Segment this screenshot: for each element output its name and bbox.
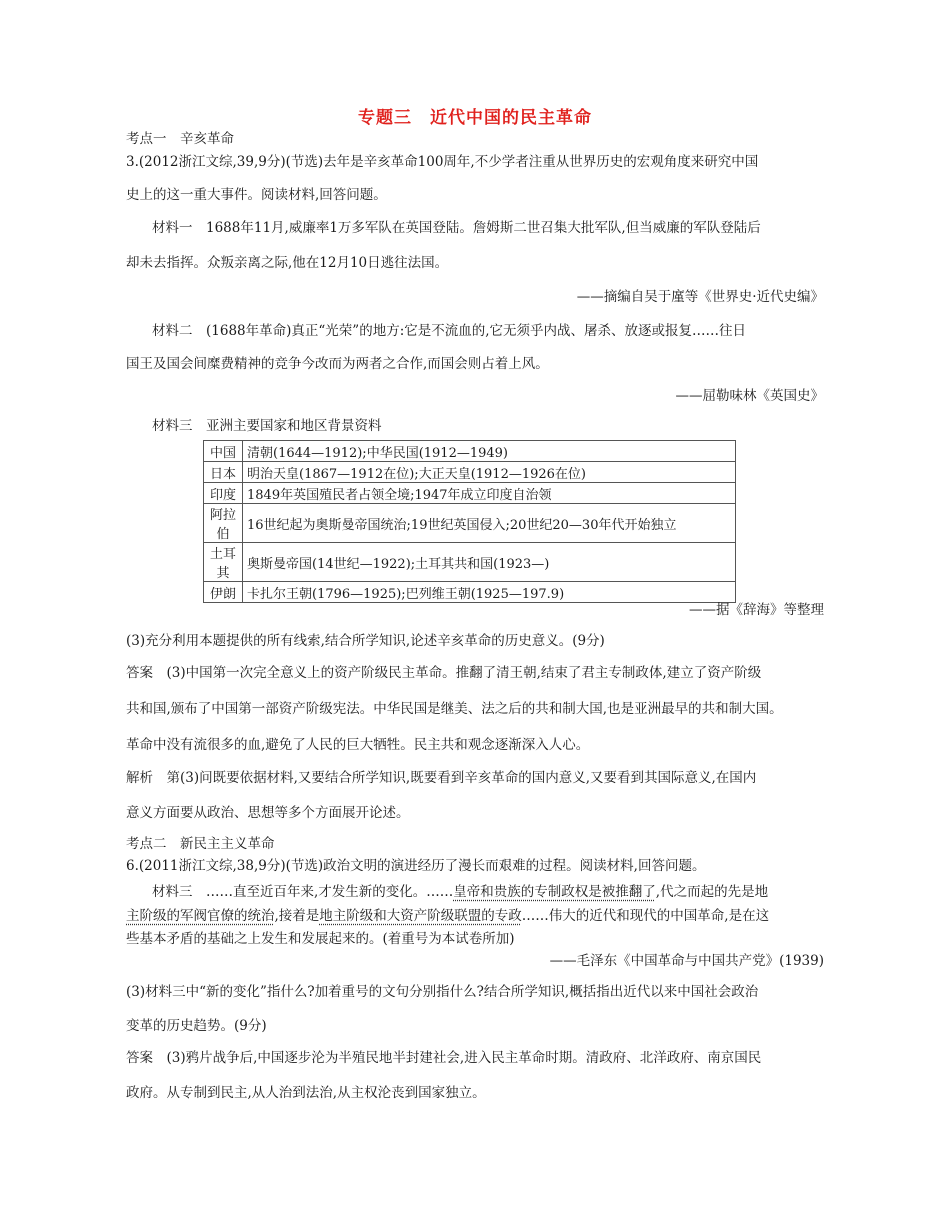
table-cell-country: 印度: [204, 483, 243, 504]
table-cell-country: 日本: [204, 462, 243, 483]
q3-material1-line-1: 材料一 1688年11月,威廉率1万多军队在英国登陆。詹姆斯二世召集大批军队,但当威廉的军队登陆后: [152, 220, 761, 236]
q3-material2-source: ——屈勒味林《英国史》: [675, 388, 824, 404]
background-table: [203, 440, 736, 603]
q3-explanation-line-2: 意义方面要从政治、思想等多个方面展开论述。: [126, 805, 410, 821]
table-row: [204, 504, 736, 543]
section-heading-2: 考点二 新民主主义革命: [126, 836, 275, 852]
q3-intro-line-1: 3.(2012浙江文综,39,9分)(节选)去年是辛亥革命100周年,不少学者注重从世界历史的宏观角度来研究中国: [126, 154, 759, 170]
text-run: ……伟大的近代和现代的中国革命,是在这: [521, 908, 770, 924]
q6-material3-line-3: 些基本矛盾的基础之上发生和发展起来的。(着重号为本试卷所加): [126, 931, 515, 947]
table-cell-info: 奥斯曼帝国(14世纪—1922);土耳其共和国(1923—): [243, 543, 736, 582]
table-row: [204, 462, 736, 483]
emphasized-text: 地主阶级和大资产阶级联盟的专政: [319, 908, 522, 924]
q3-material3-heading: 材料三 亚洲主要国家和地区背景资料: [152, 418, 382, 434]
q3-material1-line-2: 却未去指挥。众叛亲离之际,他在12月10日逃往法国。: [126, 255, 449, 271]
q3-material2-line-1: 材料二 (1688年革命)真正“光荣”的地方:它是不流血的,它无须乎内战、屠杀、放逐或报复……往日: [152, 323, 747, 339]
table-row: [204, 543, 736, 582]
table-cell-info: 1849年英国殖民者占领全境;1947年成立印度自治领: [243, 483, 736, 504]
text-run: ,接着是: [274, 908, 320, 924]
table-cell-info: 清朝(1644—1912);中华民国(1912—1949): [243, 441, 736, 462]
section-heading-1: 考点一 辛亥革命: [126, 131, 234, 147]
text-run: 材料三 ……直至近百年来,才发生新的变化。……: [152, 884, 454, 900]
table-cell-info: 卡扎尔王朝(1796—1925);巴列维王朝(1925—197.9): [243, 582, 736, 603]
emphasized-text: 主阶级的军阀官僚的统治: [126, 908, 275, 924]
q6-question-line-2: 变革的历史趋势。(9分): [126, 1018, 267, 1034]
q3-answer-line-1: 答案 (3)中国第一次完全意义上的资产阶级民主革命。推翻了清王朝,结束了君主专制政体,建立了资产阶级: [126, 665, 762, 681]
table-cell-info: 16世纪起为奥斯曼帝国统治;19世纪英国侵入;20世纪20—30年代开始独立: [243, 504, 736, 543]
q3-explanation-line-1: 解析 第(3)问既要依据材料,又要结合所学知识,既要看到辛亥革命的国内意义,又要看到其国际意义,在国内: [126, 770, 757, 786]
q3-answer-line-3: 革命中没有流很多的血,避免了人民的巨大牺牲。民主共和观念逐渐深入人心。: [126, 737, 590, 753]
q6-answer-line-1: 答案 (3)鸦片战争后,中国逐步沦为半殖民地半封建社会,进入民主革命时期。清政府、北洋政府、南京国民: [126, 1050, 762, 1066]
q3-answer-line-2: 共和国,颁布了中国第一部资产阶级宪法。中华民国是继美、法之后的共和制大国,也是亚洲最早的共和制大国。: [126, 701, 783, 717]
q3-material3-source: ——据《辞海》等整理: [689, 602, 824, 618]
emphasized-text: 皇帝和贵族的专制政权是被推翻了: [453, 884, 656, 900]
q6-intro: 6.(2011浙江文综,38,9分)(节选)政治文明的演进经历了漫长而艰难的过程。阅读材料,回答问题。: [126, 858, 706, 874]
table-cell-info: 明治天皇(1867—1912在位);大正天皇(1912—1926在位): [243, 462, 736, 483]
q3-material1-source: ——摘编自吴于廑等《世界史·近代史编》: [576, 289, 824, 305]
table-cell-country: 伊朗: [204, 582, 243, 603]
table-cell-country: 土耳其: [204, 543, 243, 582]
q3-material2-line-2: 国王及国会间糜费精神的竞争今改而为两者之合作,而国会则占着上风。: [126, 356, 549, 372]
q6-question-line-1: (3)材料三中“新的变化”指什么?加着重号的文句分别指什么?结合所学知识,概括指出近代以来中国社会政治: [126, 984, 759, 1000]
table-cell-country: 阿拉伯: [204, 504, 243, 543]
q6-material3-source: ——毛泽东《中国革命与中国共产党》(1939): [549, 953, 824, 969]
page-title: 专题三 近代中国的民主革命: [358, 108, 592, 128]
q6-material3-line-1: [152, 880, 768, 900]
table-row: [204, 441, 736, 462]
text-run: ,代之而起的先是地: [655, 884, 769, 900]
table-cell-country: 中国: [204, 441, 243, 462]
q3-question: (3)充分利用本题提供的所有线索,结合所学知识,论述辛亥革命的历史意义。(9分): [126, 633, 605, 649]
q3-intro-line-2: 史上的这一重大事件。阅读材料,回答问题。: [126, 187, 387, 203]
table-row: [204, 582, 736, 603]
q6-answer-line-2: 政府。从专制到民主,从人治到法治,从主权沦丧到国家独立。: [126, 1085, 486, 1101]
table-row: [204, 483, 736, 504]
q6-material3-line-2: [126, 904, 769, 924]
